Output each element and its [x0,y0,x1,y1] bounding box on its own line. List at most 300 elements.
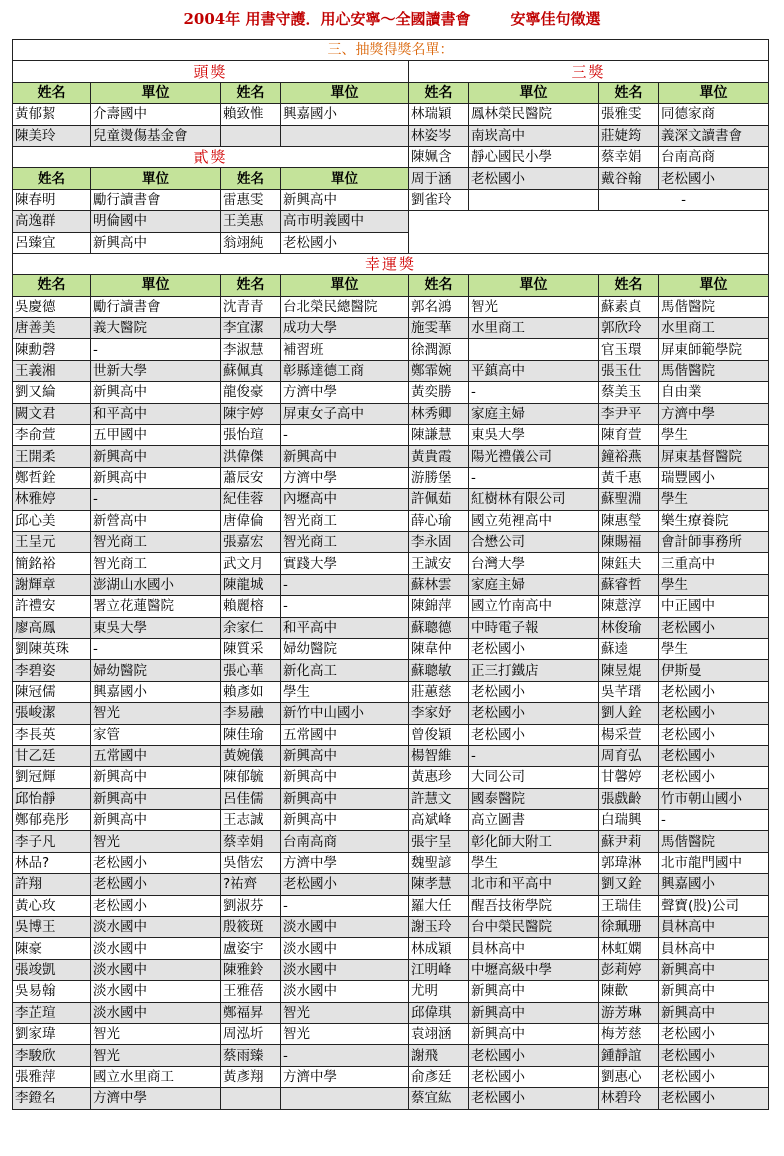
winner-unit: 義大醫院 [91,318,221,339]
winner-unit: 淡水國中 [91,917,221,938]
cell: 新興高中 [281,189,409,210]
cell: 高逸群 [13,211,91,232]
table-row [13,1023,769,1044]
winner-unit: 大同公司 [469,767,599,788]
winner-unit: - [469,467,599,488]
winner-unit: 屏東基督醫院 [659,446,769,467]
winner-name: 周育弘 [599,745,659,766]
winner-unit: 學生 [659,425,769,446]
table-row [13,703,769,724]
sub-title: 安寧佳句徵選 [510,10,601,28]
winner-unit: - [281,895,409,916]
cell: 黃郁絜 [13,104,91,125]
header-row [13,275,769,296]
winner-name: 唐善美 [13,318,91,339]
winner-unit: 方濟中學 [281,382,409,403]
winner-name: 蘇聖淵 [599,489,659,510]
col-header-unit: 單位 [281,82,409,103]
award-first: 頭獎 [13,61,409,82]
col-header-name: 姓名 [221,275,281,296]
winner-unit: - [281,596,409,617]
winner-name: 張戲齡 [599,788,659,809]
winner-name: 蘇佩真 [221,360,281,381]
winner-name: 王瑞佳 [599,895,659,916]
header-row [13,82,769,103]
winner-name: 王義湘 [13,360,91,381]
winner-unit: 淡水國中 [281,938,409,959]
winner-name: 張竣凱 [13,959,91,980]
winner-name: 陳孝慧 [409,874,469,895]
table-row [13,446,769,467]
winner-name: 陳勳磬 [13,339,91,360]
winner-unit: 老松國小 [281,874,409,895]
winner-name: 薛心瑜 [409,510,469,531]
winner-name: 闕文君 [13,403,91,424]
winner-unit: 老松國小 [659,745,769,766]
col-header-name: 姓名 [599,82,659,103]
table-row [13,104,769,125]
winner-name: 張峻潔 [13,703,91,724]
winner-name: 劉陳英珠 [13,638,91,659]
winner-name: 甘乙廷 [13,745,91,766]
winner-name: 邱偉琪 [409,1002,469,1023]
table-row [13,1066,769,1087]
winner-name: 曾俊穎 [409,724,469,745]
winner-name: 李易融 [221,703,281,724]
cell: 雷惠雯 [221,189,281,210]
table-row [13,1088,769,1109]
winner-unit: 東吳大學 [469,425,599,446]
cell: 莊婕筠 [599,125,659,146]
cell: 蔡幸娟 [599,146,659,167]
col-header-name: 姓名 [13,275,91,296]
winner-name: 殷筱斑 [221,917,281,938]
winner-unit: 淡水國中 [91,1002,221,1023]
winner-name: 紀佳蓉 [221,489,281,510]
winner-name: 謝輝章 [13,574,91,595]
winner-unit: 員林高中 [469,938,599,959]
winner-unit: 智光 [91,1045,221,1066]
cell: 戴谷翰 [599,168,659,189]
winner-unit: 國立水里商工 [91,1066,221,1087]
winner-name: 劉冠輝 [13,767,91,788]
cell: 明倫國中 [91,211,221,232]
winner-name: 黃婉儀 [221,745,281,766]
winner-name: 李淑慧 [221,339,281,360]
winner-unit: 老松國小 [469,1045,599,1066]
winner-name: 白瑞興 [599,810,659,831]
winner-name: 龍俊豪 [221,382,281,403]
winner-unit: 合懋公司 [469,531,599,552]
col-header-unit: 單位 [469,82,599,103]
table-row [13,788,769,809]
table-row [13,553,769,574]
cell: 陳姵含 [409,146,469,167]
winner-name: 郭欣玲 [599,318,659,339]
winner-unit: 會計師事務所 [659,531,769,552]
cell [469,189,599,210]
winner-unit: 方濟中學 [659,403,769,424]
winner-unit: 澎湖山水國小 [91,574,221,595]
winner-unit: 新興高中 [659,1002,769,1023]
winner-name: 賴麗榕 [221,596,281,617]
table-row [13,1002,769,1023]
winner-name: 陳錦萍 [409,596,469,617]
winner-name: 劉淑芬 [221,895,281,916]
table-row [13,425,769,446]
winner-unit: 老松國小 [659,767,769,788]
winner-name: 蘇素貞 [599,296,659,317]
winner-name: 許翔 [13,874,91,895]
winner-name: 廖高鳳 [13,617,91,638]
winner-unit: 興嘉國小 [659,874,769,895]
winner-name: 莊蕙慈 [409,681,469,702]
winner-name: 蔡美玉 [599,382,659,403]
col-header-unit: 單位 [91,275,221,296]
winner-unit: 老松國小 [659,1088,769,1109]
winner-unit: 淡水國中 [91,959,221,980]
winner-name: 李家妤 [409,703,469,724]
winner-name: 陳豪 [13,938,91,959]
winner-unit: 老松國小 [91,874,221,895]
winner-unit: - [91,489,221,510]
table-row [13,681,769,702]
winner-name: 游芳琳 [599,1002,659,1023]
winner-unit: 和平高中 [281,617,409,638]
winner-name: 鄭郁堯彤 [13,810,91,831]
winner-unit: 北市龍門國中 [659,852,769,873]
winner-name: 楊智維 [409,745,469,766]
cell: 高市明義國中 [281,211,409,232]
col-header-unit: 單位 [281,275,409,296]
winner-unit: 新興高中 [469,1023,599,1044]
winner-name: 劉家瑋 [13,1023,91,1044]
table-row [13,638,769,659]
table-row [13,510,769,531]
winner-name: 楊采萱 [599,724,659,745]
winner-name: 李駿欣 [13,1045,91,1066]
winner-unit: 老松國小 [659,1045,769,1066]
winner-unit: 新興高中 [281,810,409,831]
table-row [13,531,769,552]
winner-unit: 新興高中 [659,959,769,980]
winner-unit: 高立圖書 [469,810,599,831]
winner-name: 李子凡 [13,831,91,852]
winner-name: 鍾靜誼 [599,1045,659,1066]
col-header-name: 姓名 [221,82,281,103]
winner-name: 陳冠儒 [13,681,91,702]
winner-name: 張嘉宏 [221,531,281,552]
cell: 兒童燙傷基金會 [91,125,221,146]
winner-unit: 台中榮民醫院 [469,917,599,938]
winner-name: 黃心玫 [13,895,91,916]
winner-name: 鄭霏婉 [409,360,469,381]
winner-unit: 勵行讀書會 [91,296,221,317]
winner-unit: 婦幼醫院 [281,638,409,659]
table-row [13,874,769,895]
award-lucky: 幸運獎 [13,253,769,274]
empty-cell [409,211,769,254]
winner-name: 呂佳儒 [221,788,281,809]
cell: 林瑞穎 [409,104,469,125]
winner-name: 簡銘裕 [13,553,91,574]
table-row [13,360,769,381]
winner-name: 武文月 [221,553,281,574]
winner-unit: 智光 [469,296,599,317]
winner-name: 徐珮珊 [599,917,659,938]
cell [281,125,409,146]
table-row [13,125,769,146]
table-row [13,211,769,232]
winner-unit: 員林高中 [659,917,769,938]
winner-name: 張怡瑄 [221,425,281,446]
winner-unit: 老松國小 [91,895,221,916]
cell: 南崁高中 [469,125,599,146]
table-row [13,831,769,852]
winner-unit: 新興高中 [469,1002,599,1023]
winner-unit: 老松國小 [469,724,599,745]
winner-name: 陳佳瑜 [221,724,281,745]
winner-unit: 樂生療養院 [659,510,769,531]
winner-unit: 智光 [281,1002,409,1023]
winner-unit: 成功大學 [281,318,409,339]
winner-name: 蘇林雲 [409,574,469,595]
winner-unit: 智光商工 [91,553,221,574]
winner-unit: 彰縣達德工商 [281,360,409,381]
winner-name: 徐潤源 [409,339,469,360]
table-row [13,981,769,1002]
winner-name: 洪偉傑 [221,446,281,467]
cell: 呂臻宜 [13,232,91,253]
table-row [13,339,769,360]
cell: 周于涵 [409,168,469,189]
winner-name: 鐘裕燕 [599,446,659,467]
winner-name: 張心華 [221,660,281,681]
cell [221,125,281,146]
winner-name: 陳龍城 [221,574,281,595]
winner-name: 俞彥廷 [409,1066,469,1087]
winner-unit: 國立苑裡高中 [469,510,599,531]
winner-name: 陳謙慧 [409,425,469,446]
winner-unit: 馬偕醫院 [659,360,769,381]
winner-unit: 方濟中學 [281,852,409,873]
cell: 台南高商 [659,146,769,167]
winner-unit: 內壢高中 [281,489,409,510]
table-row [13,382,769,403]
winner-unit: 五甲國中 [91,425,221,446]
winner-name: 高斌峰 [409,810,469,831]
winner-unit: - [469,382,599,403]
winner-unit: 中正國中 [659,596,769,617]
table-row [13,403,769,424]
table-row [13,852,769,873]
winner-unit: 三重高中 [659,553,769,574]
winner-unit: 中時電子報 [469,617,599,638]
table-row [13,168,769,189]
winner-name: 盧姿宇 [221,938,281,959]
winner-name: 林品? [13,852,91,873]
cell: 鳳林榮民醫院 [469,104,599,125]
winner-name: 林碧玲 [599,1088,659,1109]
winner-name: 劉人銓 [599,703,659,724]
winner-name: 黃貴霞 [409,446,469,467]
winner-unit: 台北榮民總醫院 [281,296,409,317]
table-row [13,745,769,766]
winner-unit: 水里商工 [659,318,769,339]
winner-unit: 學生 [469,852,599,873]
winner-name: 吳芊瑨 [599,681,659,702]
winner-name: 林成穎 [409,938,469,959]
winner-name: 吳易翰 [13,981,91,1002]
winner-name: 黃奕勝 [409,382,469,403]
winner-unit: 老松國小 [659,1066,769,1087]
col-header-unit: 單位 [281,168,409,189]
winner-unit: 台灣大學 [469,553,599,574]
cell: 賴致惟 [221,104,281,125]
winner-unit: 正三打鐵店 [469,660,599,681]
cell: 新興高中 [91,232,221,253]
winner-name: 陳惠瑩 [599,510,659,531]
winner-name: 梅芳慈 [599,1023,659,1044]
table-row [13,467,769,488]
cell: 老松國小 [281,232,409,253]
winner-unit: 國泰醫院 [469,788,599,809]
winner-unit: 家庭主婦 [469,403,599,424]
award-second: 貳獎 [13,146,409,167]
winner-name: 陳韋仲 [409,638,469,659]
winner-name: 蔡宜紘 [409,1088,469,1109]
col-header-unit: 單位 [91,168,221,189]
winner-name: 吳偕宏 [221,852,281,873]
winner-name: 鄭福昇 [221,1002,281,1023]
cell: 翁翊純 [221,232,281,253]
table-row [13,917,769,938]
winner-unit: - [281,574,409,595]
winner-name: 魏聖諺 [409,852,469,873]
winner-name: 張宇呈 [409,831,469,852]
winner-name: 蕭辰安 [221,467,281,488]
winner-name: 蘇逵 [599,638,659,659]
winner-unit: 屏東師範學院 [659,339,769,360]
winner-unit: 屏東女子高中 [281,403,409,424]
col-header-unit: 單位 [469,275,599,296]
winner-unit: 瑞豐國小 [659,467,769,488]
winner-unit: 新竹中山國小 [281,703,409,724]
winner-unit: 老松國小 [91,852,221,873]
winner-unit: 方濟中學 [281,1066,409,1087]
cell: 陳春明 [13,189,91,210]
winner-unit: 北市和平高中 [469,874,599,895]
winner-name: 邱怡靜 [13,788,91,809]
winner-name: 李鐙名 [13,1088,91,1109]
winner-name: 李永固 [409,531,469,552]
winner-unit: 淡水國中 [281,917,409,938]
winner-unit: - [659,810,769,831]
winner-unit: 學生 [659,638,769,659]
winner-unit: 家管 [91,724,221,745]
winner-name: 王雅蓓 [221,981,281,1002]
winner-name: 官玉環 [599,339,659,360]
winner-unit: 淡水國中 [281,959,409,980]
winner-name: 賴彥如 [221,681,281,702]
col-header-unit: 單位 [659,82,769,103]
winner-unit: 彰化師大附工 [469,831,599,852]
winner-unit: 五常國中 [91,745,221,766]
winner-name: 陳歡 [599,981,659,1002]
winner-unit: 中壢高級中學 [469,959,599,980]
winner-unit: 學生 [281,681,409,702]
winner-unit: 智光 [91,1023,221,1044]
winner-name: ?祐齊 [221,874,281,895]
cell: 林姿岑 [409,125,469,146]
table-row [13,596,769,617]
winner-name: 李碧姿 [13,660,91,681]
page-title [0,8,784,29]
winner-name: 施雯華 [409,318,469,339]
winner-unit: 智光 [91,703,221,724]
winner-unit: 老松國小 [469,638,599,659]
winner-unit: 方濟中學 [281,467,409,488]
col-header-name: 姓名 [221,168,281,189]
winner-name: 周泓圻 [221,1023,281,1044]
winner-unit: 新興高中 [91,382,221,403]
winner-unit: 新興高中 [659,981,769,1002]
winner-name: 陳育萱 [599,425,659,446]
winner-unit: 新興高中 [91,767,221,788]
table-row [13,724,769,745]
winner-name: 劉又銓 [599,874,659,895]
winner-name: 蘇聰德 [409,617,469,638]
winner-name: 甘馨婷 [599,767,659,788]
table-row [13,318,769,339]
winner-name [221,1088,281,1109]
table-row [13,189,769,210]
winner-unit: 實踐大學 [281,553,409,574]
winner-unit: 老松國小 [659,1023,769,1044]
winner-name: 陳雅鈴 [221,959,281,980]
winner-name: 袁翊涵 [409,1023,469,1044]
winner-name: 江明峰 [409,959,469,980]
winner-name: 王志誠 [221,810,281,831]
winner-unit: - [281,425,409,446]
winner-name: 陳薏淳 [599,596,659,617]
winner-unit: 馬偕醫院 [659,296,769,317]
winner-unit: 世新大學 [91,360,221,381]
winner-name: 林雅婷 [13,489,91,510]
winner-unit: 紅樹林有限公司 [469,489,599,510]
cell: 興嘉國小 [281,104,409,125]
winner-unit: 署立花蓮醫院 [91,596,221,617]
winner-unit: 平鎮高中 [469,360,599,381]
table-row [13,767,769,788]
winner-name: 王開柔 [13,446,91,467]
winner-name: 羅大任 [409,895,469,916]
winner-unit: 伊斯曼 [659,660,769,681]
cell: 王美惠 [221,211,281,232]
winner-name: 黃彥翔 [221,1066,281,1087]
winner-name: 王呈元 [13,531,91,552]
winner-unit: 淡水國中 [91,981,221,1002]
winner-unit: - [469,745,599,766]
winner-name: 許慧文 [409,788,469,809]
winner-name: 李尹平 [599,403,659,424]
winner-unit: 水里商工 [469,318,599,339]
table-row [13,938,769,959]
cell: - [599,189,769,210]
winner-unit: 淡水國中 [91,938,221,959]
winner-unit: 五常國中 [281,724,409,745]
table-row [13,574,769,595]
